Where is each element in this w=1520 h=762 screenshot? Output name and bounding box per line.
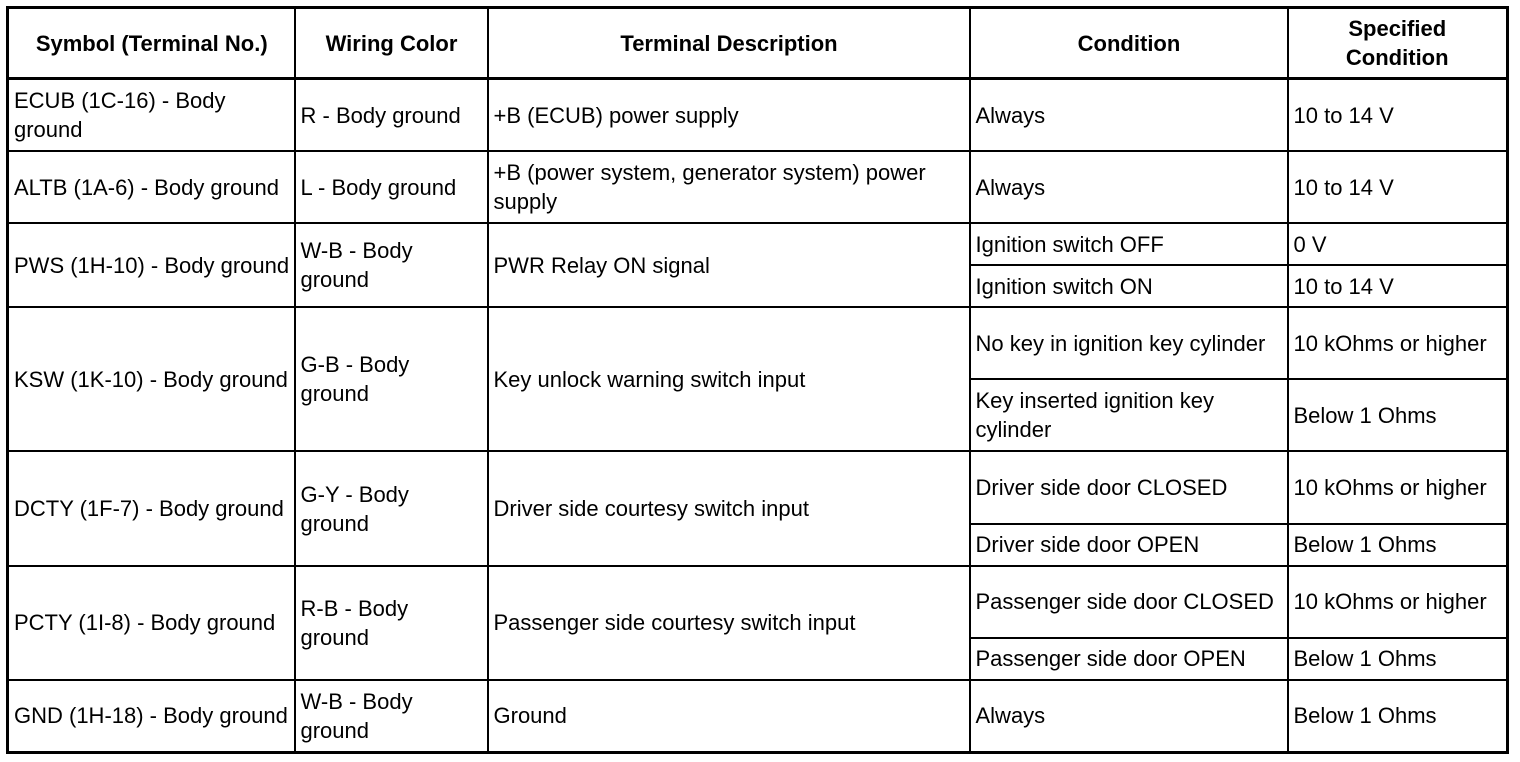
condition-cell: Always xyxy=(970,151,1288,223)
wiring-color-cell: G-Y - Body ground xyxy=(295,451,488,565)
description-cell: Passenger side courtesy switch input xyxy=(488,566,970,680)
table-row xyxy=(8,79,1508,152)
symbol-cell: ECUB (1C-16) - Body ground xyxy=(8,79,295,152)
symbol-cell: KSW (1K-10) - Body ground xyxy=(8,307,295,451)
condition-cell: No key in ignition key cylinder xyxy=(970,307,1288,379)
condition-cell: Passenger side door OPEN xyxy=(970,638,1288,680)
table-row xyxy=(8,307,1508,379)
specified-condition-cell: 10 kOhms or higher xyxy=(1288,307,1508,379)
wiring-color-cell: G-B - Body ground xyxy=(295,307,488,451)
specified-condition-cell: Below 1 Ohms xyxy=(1288,638,1508,680)
table-row xyxy=(8,566,1508,638)
header-condition: Condition xyxy=(970,8,1288,79)
specified-condition-cell: 10 to 14 V xyxy=(1288,79,1508,152)
specified-condition-cell: Below 1 Ohms xyxy=(1288,379,1508,451)
header-specified-condition: Specified Condition xyxy=(1288,8,1508,79)
header-symbol: Symbol (Terminal No.) xyxy=(8,8,295,79)
condition-cell: Driver side door CLOSED xyxy=(970,451,1288,523)
symbol-cell: PCTY (1I-8) - Body ground xyxy=(8,566,295,680)
specified-condition-cell: Below 1 Ohms xyxy=(1288,680,1508,753)
header-wiring-color: Wiring Color xyxy=(295,8,488,79)
symbol-cell: PWS (1H-10) - Body ground xyxy=(8,223,295,307)
specified-condition-cell: Below 1 Ohms xyxy=(1288,524,1508,566)
description-cell: Key unlock warning switch input xyxy=(488,307,970,451)
table-row xyxy=(8,223,1508,265)
specified-condition-cell: 10 kOhms or higher xyxy=(1288,566,1508,638)
wiring-color-cell: W-B - Body ground xyxy=(295,223,488,307)
condition-cell: Ignition switch ON xyxy=(970,265,1288,307)
symbol-cell: ALTB (1A-6) - Body ground xyxy=(8,151,295,223)
condition-cell: Passenger side door CLOSED xyxy=(970,566,1288,638)
table-row xyxy=(8,451,1508,523)
description-cell: +B (ECUB) power supply xyxy=(488,79,970,152)
wiring-color-cell: W-B - Body ground xyxy=(295,680,488,753)
specified-condition-cell: 10 to 14 V xyxy=(1288,265,1508,307)
specified-condition-cell: 10 to 14 V xyxy=(1288,151,1508,223)
wiring-color-cell: R - Body ground xyxy=(295,79,488,152)
description-cell: +B (power system, generator system) power supply xyxy=(488,151,970,223)
header-terminal-description: Terminal Description xyxy=(488,8,970,79)
specified-condition-cell: 10 kOhms or higher xyxy=(1288,451,1508,523)
wiring-color-cell: L - Body ground xyxy=(295,151,488,223)
condition-cell: Ignition switch OFF xyxy=(970,223,1288,265)
description-cell: Driver side courtesy switch input xyxy=(488,451,970,565)
terminal-spec-table xyxy=(6,6,1509,754)
description-cell: PWR Relay ON signal xyxy=(488,223,970,307)
header-row xyxy=(8,8,1508,79)
table-row xyxy=(8,680,1508,753)
wiring-color-cell: R-B - Body ground xyxy=(295,566,488,680)
specified-condition-cell: 0 V xyxy=(1288,223,1508,265)
symbol-cell: GND (1H-18) - Body ground xyxy=(8,680,295,753)
description-cell: Ground xyxy=(488,680,970,753)
table-row xyxy=(8,151,1508,223)
condition-cell: Always xyxy=(970,680,1288,753)
condition-cell: Driver side door OPEN xyxy=(970,524,1288,566)
condition-cell: Always xyxy=(970,79,1288,152)
condition-cell: Key inserted ignition key cylinder xyxy=(970,379,1288,451)
symbol-cell: DCTY (1F-7) - Body ground xyxy=(8,451,295,565)
